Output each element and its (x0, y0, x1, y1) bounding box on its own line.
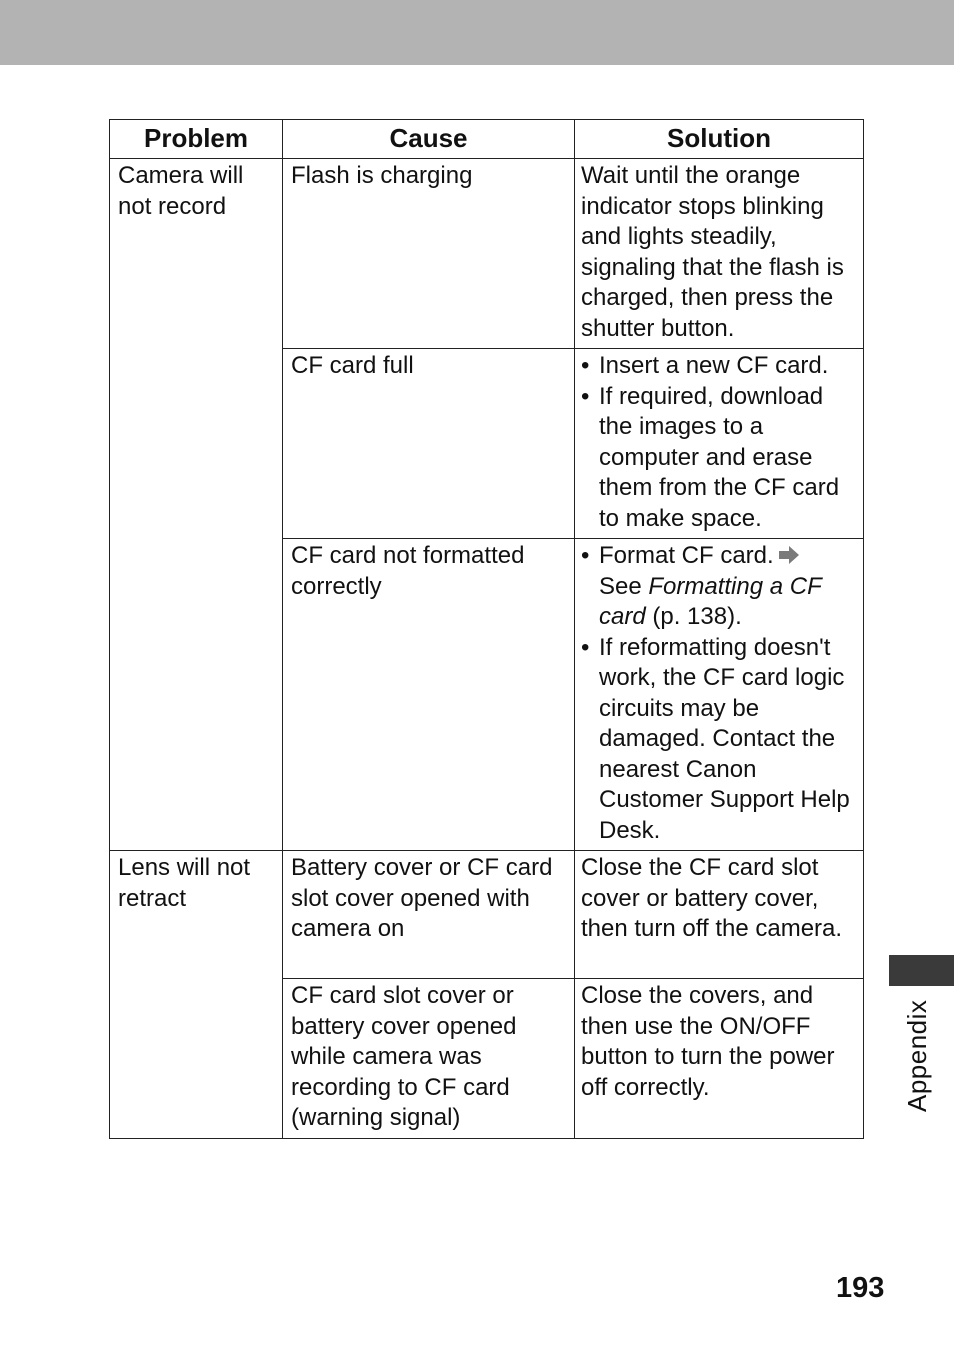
cause-cell: Flash is charging (283, 159, 575, 349)
solution-cell (575, 349, 864, 539)
bullet-icon: • (581, 542, 590, 569)
see-text: See (599, 572, 649, 600)
problem-cell: Lens will not retract (110, 851, 283, 1139)
list-item-text: Insert a new CF card. (599, 352, 829, 379)
solution-cell (575, 539, 864, 851)
page-number: 193 (836, 1272, 885, 1304)
header-band (0, 0, 954, 65)
list-item (581, 382, 859, 535)
bullet-icon: • (581, 352, 590, 379)
cause-cell: CF card not formatted correctly (283, 539, 575, 851)
cause-cell: CF card slot cover or battery cover opened while camera was recording to CF card (warning signal) (283, 979, 575, 1139)
list-item (581, 351, 859, 382)
bullet-icon: • (581, 382, 590, 410)
cause-cell: CF card full (283, 349, 575, 539)
cause-cell: Battery cover or CF card slot cover opened with camera on (283, 851, 575, 979)
section-tab-marker (889, 955, 954, 986)
solution-cell: Close the CF card slot cover or battery cover, then turn off the camera. (575, 851, 864, 979)
list-item-text: If reformatting doesn't work, the CF card logic circuits may be damaged. Contact the nearest Canon Customer Support Help Desk. (599, 633, 850, 844)
section-tab-label: Appendix (902, 999, 932, 1112)
header-problem: Problem (110, 120, 283, 159)
header-cause: Cause (283, 120, 575, 159)
header-solution: Solution (575, 120, 864, 159)
list-item-text: Format CF card. (599, 542, 774, 569)
right-arrow-icon (778, 545, 800, 565)
table-row (110, 159, 864, 349)
table-row (110, 851, 864, 979)
solution-list (581, 351, 859, 534)
table-header-row (110, 120, 864, 159)
reference-title: Formatting a CF card (599, 572, 822, 630)
list-item (581, 541, 859, 633)
troubleshooting-table (109, 119, 864, 1139)
problem-cell: Camera will not record (110, 159, 283, 851)
list-item (581, 633, 859, 847)
solution-cell: Wait until the orange indicator stops blinking and lights steadily, signaling that the flash is charged, then press the shutter button. (575, 159, 864, 349)
solution-cell: Close the covers, and then use the ON/OFF button to turn the power off correctly. (575, 979, 864, 1139)
solution-list (581, 541, 859, 846)
bullet-icon: • (581, 633, 590, 661)
reference-page: (p. 138). (645, 603, 742, 630)
list-item-text: If required, download the images to a computer and erase them from the CF card to make space. (599, 382, 840, 532)
